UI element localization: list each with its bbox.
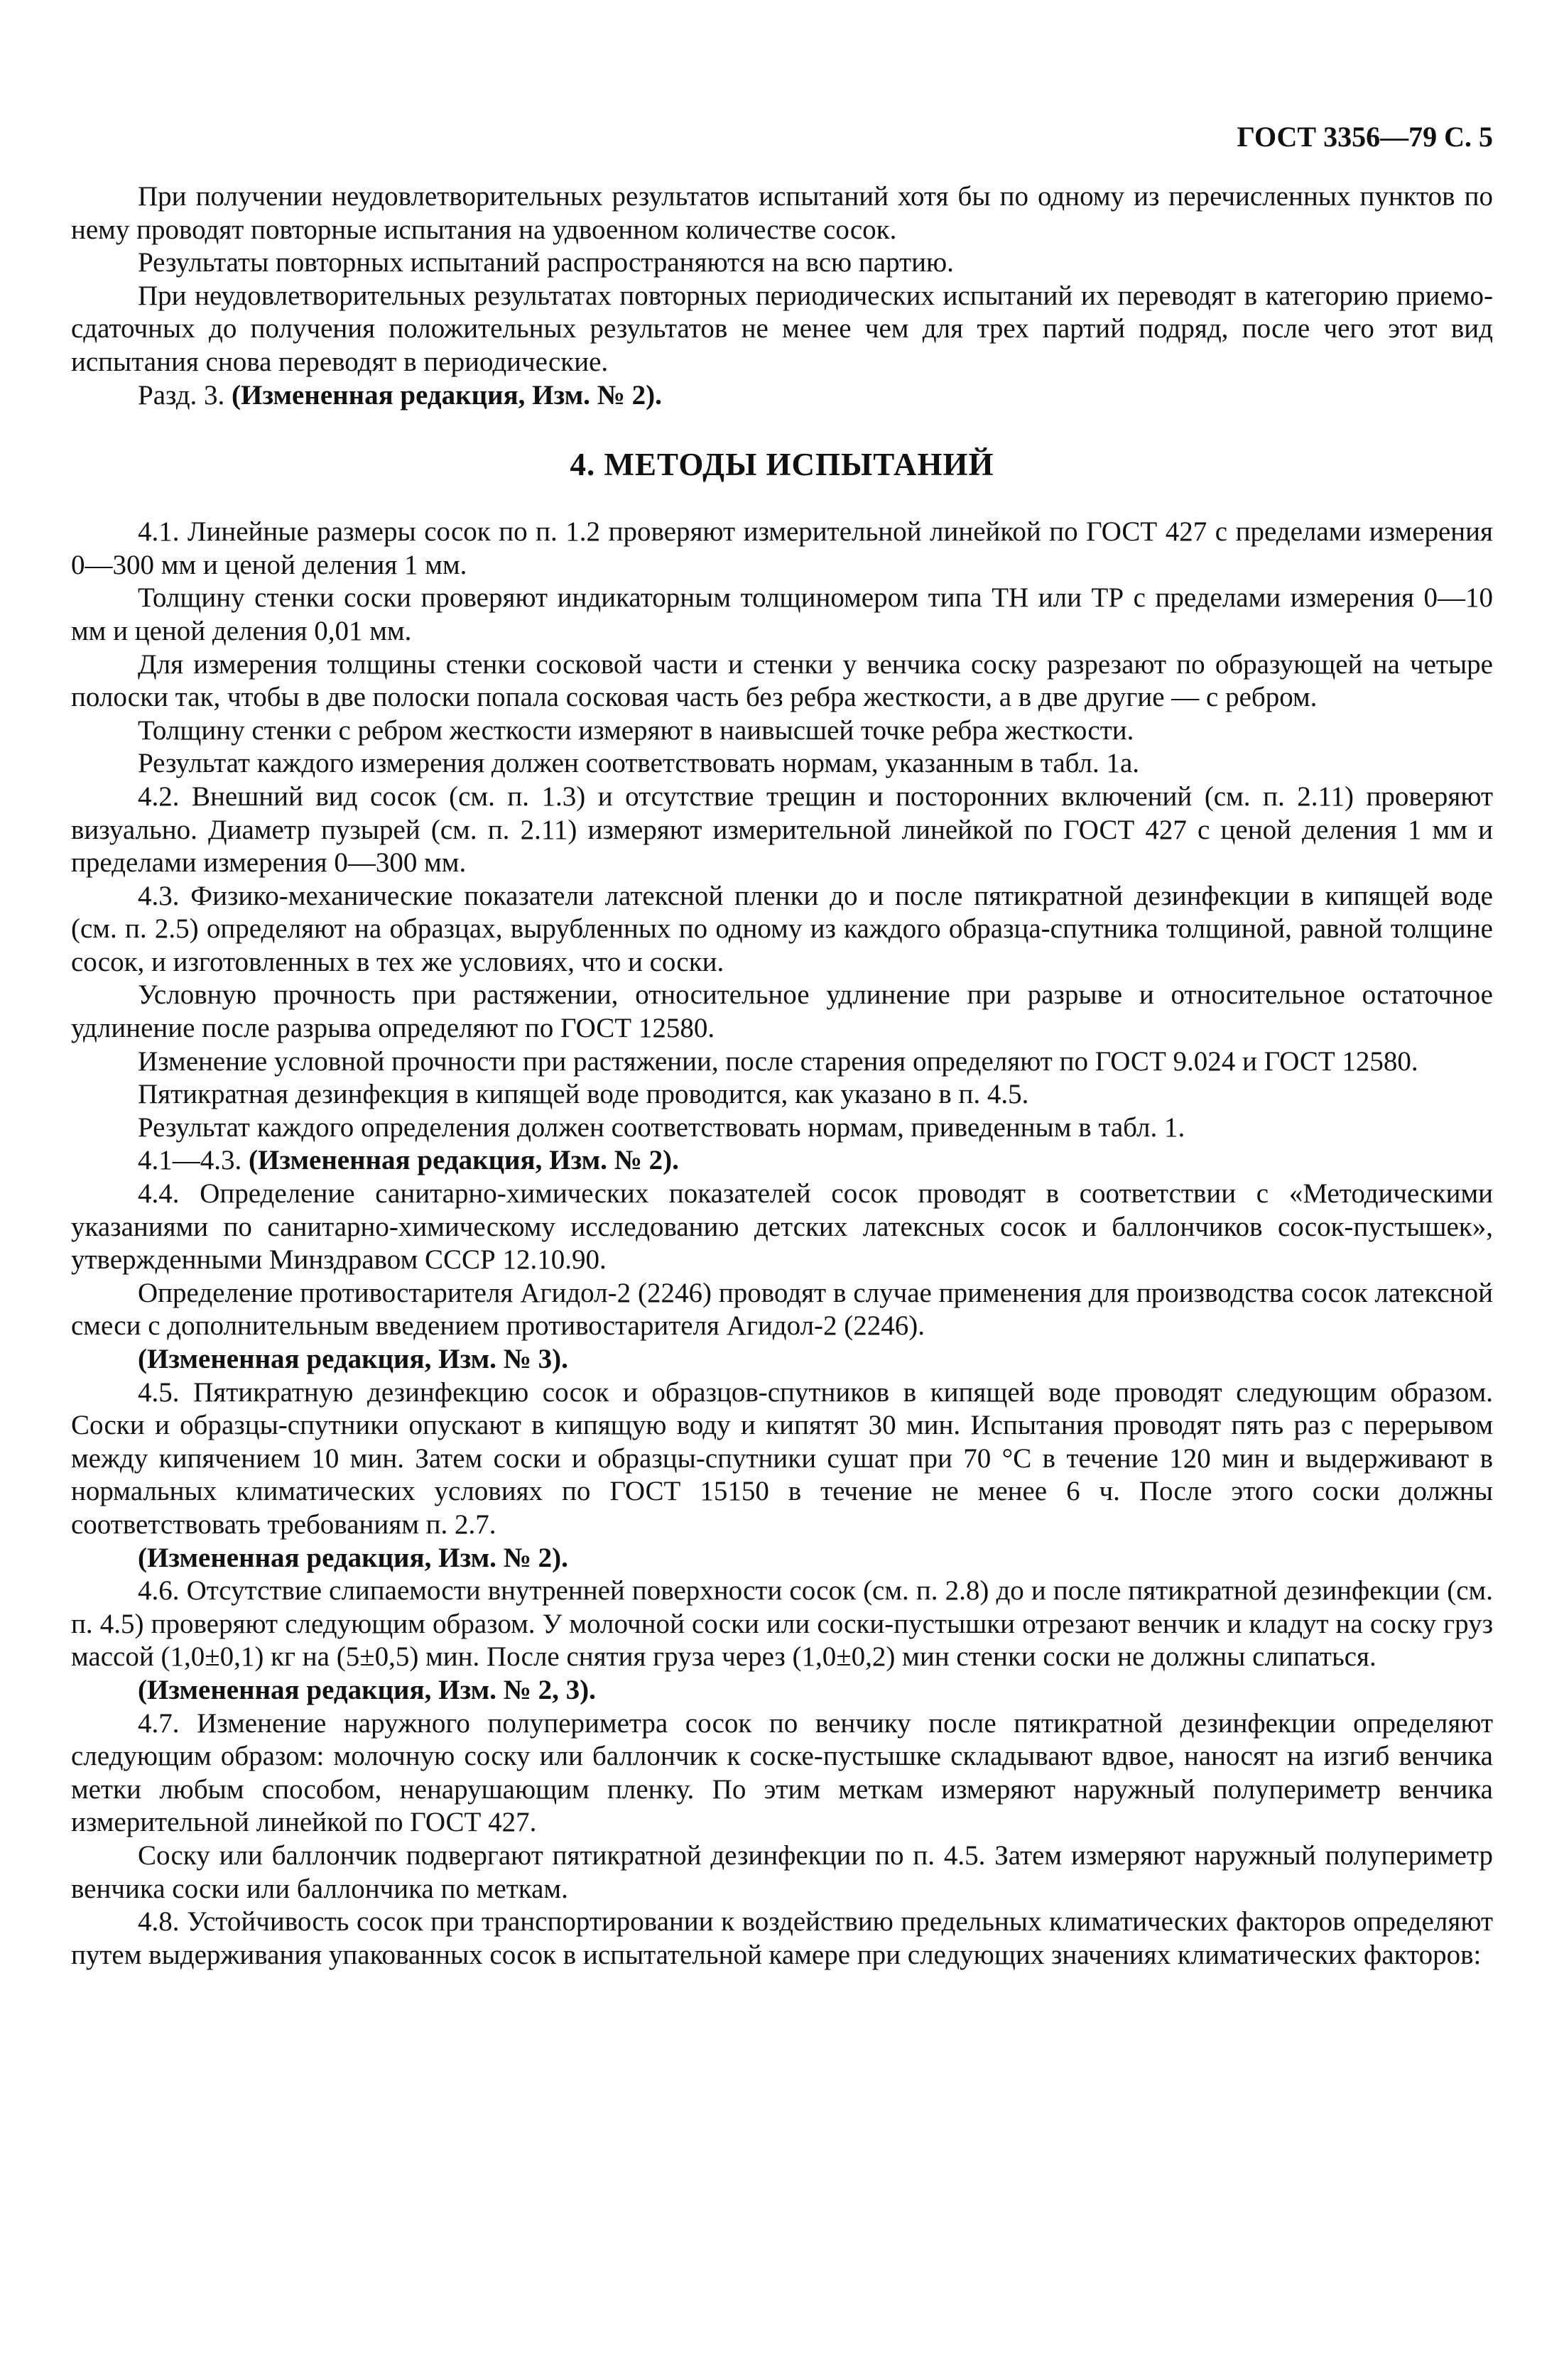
amendment-note (71, 1343, 1493, 1376)
paragraph: Для измерения толщины стенки сосковой части и стенки у венчика соску разрезают по образующей на четыре полоски так, чтобы в две полоски попала сосковая часть без ребра жесткости, а в две другие — с ребром. (71, 648, 1493, 713)
paragraph: Результат каждого измерения должен соответствовать нормам, указанным в табл. 1а. (138, 748, 1140, 779)
paragraph: Результат каждого определения должен соответствовать нормам, приведенным в табл. 1. (138, 1112, 1185, 1143)
paragraph: 4.6. Отсутствие слипаемости внутренней поверхности сосок (см. п. 2.8) до и после пятикратной дезинфекции (см. п. 4.5) проверяют следующим образом. У молочной соски или соски-пустышки отрезают венчик и кладут на соску груз массой (1,0±0,1) кг на (5±0,5) мин. После снятия груза через (1,0±0,2) мин стенки соски не должны слипаться. (71, 1575, 1493, 1673)
amendment-label: (Измененная редакция, Изм. № 2). (138, 1542, 568, 1573)
amendment-note (71, 1542, 1493, 1575)
amendment-note (71, 1144, 1493, 1178)
paragraph: Пятикратная дезинфекция в кипящей воде проводится, как указано в п. 4.5. (138, 1079, 1029, 1110)
paragraph: 4.1. Линейные размеры сосок по п. 1.2 проверяют измерительной линейкой по ГОСТ 427 с пределами измерения 0—300 мм и ценой деления 1 мм. (71, 516, 1493, 580)
document-body (71, 180, 1493, 1972)
paragraph: 4.8. Устойчивость сосок при транспортировании к воздействию предельных климатических факторов определяют путем выдерживания упакованных сосок в испытательной камере при следующих значениях климатических факторов: (71, 1906, 1493, 1970)
amendment-note (71, 1674, 1493, 1707)
paragraph: Толщину стенки с ребром жесткости измеряют в наивысшей точке ребра жесткости. (138, 714, 1134, 746)
paragraph: 4.5. Пятикратную дезинфекцию сосок и образцов-спутников в кипящей воде проводят следующим образом. Соски и образцы-спутники опускают в кипящую воду и кипятят 30 мин. Испытания проводят пять раз с перерывом между кипячением 10 мин. Затем соски и образцы-спутники сушат при 70 °С в течение 120 мин и выдерживают в нормальных климатических условиях по ГОСТ 15150 в течение не менее 6 ч. После этого соски должны соответствовать требованиям п. 2.7. (71, 1376, 1493, 1540)
paragraph: Изменение условной прочности при растяжении, после старения определяют по ГОСТ 9.024 и ГОСТ 12580. (138, 1045, 1418, 1077)
amendment-prefix: 4.1—4.3. (138, 1145, 242, 1176)
paragraph: Соску или баллончик подвергают пятикратной дезинфекции по п. 4.5. Затем измеряют наружный полупериметр венчика соски или баллончика по меткам. (71, 1840, 1493, 1904)
section-title: 4. МЕТОДЫ ИСПЫТАНИЙ (570, 447, 994, 483)
paragraph: 4.4. Определение санитарно-химических показателей сосок проводят в соответствии с «Методическими указаниями по санитарно-химическому исследованию детских латексных сосок и баллончиков сосок-пустышек», утвержденными Минздравом СССР 12.10.90. (71, 1178, 1493, 1276)
paragraph: При неудовлетворительных результатах повторных периодических испытаний их переводят в категорию приемо-сдаточных до получения положительных результатов не менее чем для трех партий подряд, после чего этот вид испытания снова переводят в периодические. (71, 280, 1493, 377)
paragraph: Условную прочность при растяжении, относительное удлинение при разрыве и относительное остаточное удлинение после разрыва определяют по ГОСТ 12580. (71, 979, 1493, 1044)
paragraph: Толщину стенки соски проверяют индикаторным толщиномером типа ТН или ТР с пределами измерения 0—10 мм и ценой деления 0,01 мм. (71, 582, 1493, 646)
amendment-label: (Измененная редакция, Изм. № 2). (232, 379, 662, 411)
page-header: ГОСТ 3356—79 С. 5 (1237, 121, 1493, 153)
paragraph: 4.3. Физико-механические показатели латексной пленки до и после пятикратной дезинфекции в кипящей воде (см. п. 2.5) определяют на образцах, вырубленных по одному из каждого образца-спутника толщиной, равной толщине сосок, и изготовленных в тех же условиях, что и соски. (71, 880, 1493, 977)
amendment-label: (Измененная редакция, Изм. № 3). (138, 1344, 568, 1374)
paragraph: 4.7. Изменение наружного полупериметра сосок по венчику после пятикратной дезинфекции определяют следующим образом: молочную соску или баллончик к соске-пустышке складывают вдвое, наносят на изгиб венчика метки любым способом, ненарушающим пленку. По этим меткам измеряют наружный полупериметр венчика измерительной линейкой по ГОСТ 427. (71, 1707, 1493, 1838)
amendment-prefix: Разд. 3. (138, 379, 225, 411)
paragraph: Определение противостарителя Агидол-2 (2246) проводят в случае применения для производства сосок латексной смеси с дополнительным введением противостарителя Агидол-2 (2246). (71, 1277, 1493, 1342)
amendment-label: (Измененная редакция, Изм. № 2). (249, 1145, 679, 1176)
paragraph: 4.2. Внешний вид сосок (см. п. 1.3) и отсутствие трещин и посторонних включений (см. п. 2.11) проверяют визуально. Диаметр пузырей (см. п. 2.11) измеряют измерительной линейкой по ГОСТ 427 с ценой деления 1 мм и пределами измерения 0—300 мм. (71, 781, 1493, 879)
paragraph: Результаты повторных испытаний распространяются на всю партию. (138, 247, 954, 278)
amendment-label: (Измененная редакция, Изм. № 2, 3). (138, 1674, 596, 1705)
paragraph: При получении неудовлетворительных результатов испытаний хотя бы по одному из перечисленных пунктов по нему проводят повторные испытания на удвоенном количестве сосок. (71, 181, 1493, 245)
amendment-note (71, 379, 1493, 413)
